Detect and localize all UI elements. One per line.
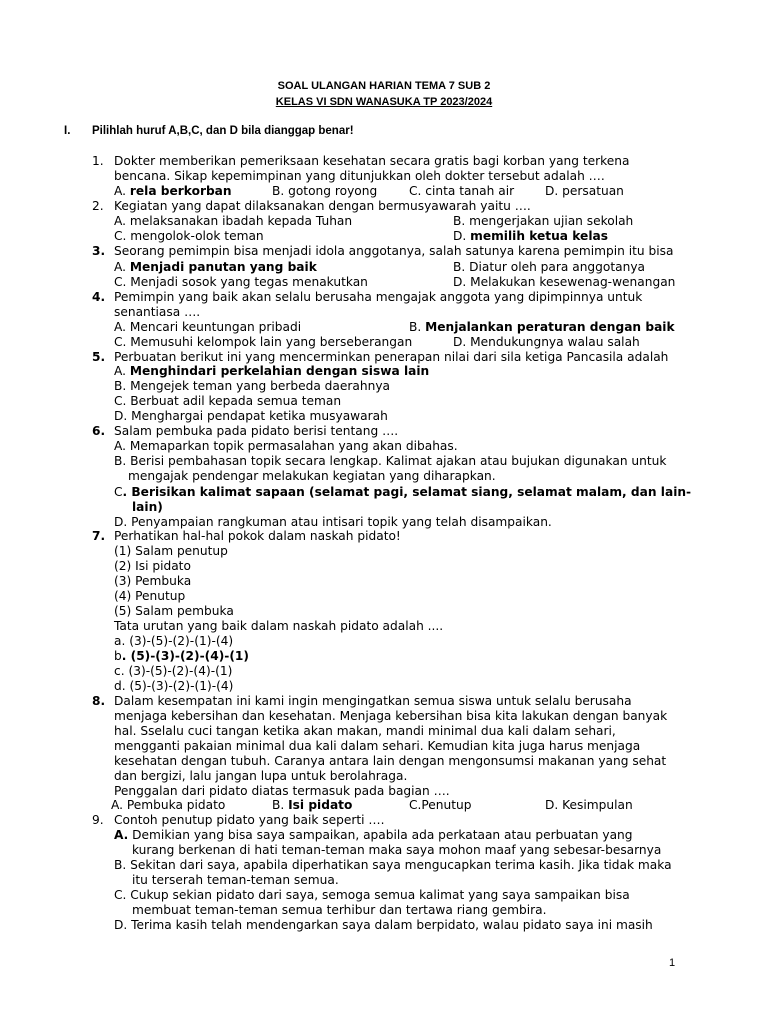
question-text: Dalam kesempatan ini kami ingin mengingatkan semua siswa untuk selalu berusaha (114, 694, 632, 708)
question-text: Contoh penutup pidato yang baik seperti …. (114, 813, 385, 827)
question-text: Perbuatan berikut ini yang mencerminkan penerapan nilai dari sila ketiga Pancasila adalah (114, 350, 669, 364)
question-number: 6. (92, 424, 106, 438)
question-text: dan bergizi, lalu jangan lupa untuk berolahraga. (114, 769, 408, 783)
question-text: hal. Sselalu cuci tangan ketika akan makan, mandi minimal dua kali dalam sehari, (114, 724, 616, 738)
question-number: 1. (92, 154, 104, 168)
question-number: 2. (92, 199, 104, 213)
question-number: 3. (92, 244, 106, 258)
question-number: 5. (92, 350, 106, 364)
option-d: D. Kesimpulan (545, 798, 633, 812)
option-a: a. (3)-(5)-(2)-(1)-(4) (114, 634, 234, 648)
option-c: C. Berbuat adil kepada semua teman (114, 394, 342, 408)
option-c: C. Memusuhi kelompok lain yang berseberangan (114, 335, 413, 349)
option-c-cont: membuat teman-teman semua terhibur dan tertawa riang gembira. (132, 903, 547, 917)
page-number: 1 (669, 957, 676, 969)
option-a: A. Menghindari perkelahian dengan siswa lain (114, 364, 430, 378)
question-text: mengganti pakaian minimal dua kali dalam sehari. Kemudian kita juga harus menjaga (114, 739, 641, 753)
question-text: kesehatan dengan tubuh. Caranya antara lain dengan mengonsumsi makanan yang sehat (114, 754, 667, 768)
option-d: D. memilih ketua kelas (453, 229, 608, 243)
section-numeral: I. (64, 125, 71, 137)
option-a: A. Pembuka pidato (111, 798, 226, 812)
option-d: D. Mendukungnya walau salah (453, 335, 640, 349)
option-a: A. Memaparkan topik permasalahan yang akan dibahas. (114, 439, 458, 453)
option-d: D. Penyampaian rangkuman atau intisari topik yang telah disampaikan. (114, 515, 552, 529)
question-text: bencana. Sikap kepemimpinan yang ditunjukkan oleh dokter tersebut adalah …. (114, 169, 605, 183)
option-b: B. gotong royong (272, 184, 378, 198)
list-item: (1) Salam penutup (114, 544, 228, 558)
question-text: senantiasa …. (114, 305, 201, 319)
list-item: (4) Penutup (114, 589, 186, 603)
option-c: c. (3)-(5)-(2)-(4)-(1) (114, 664, 233, 678)
question-number: 7. (92, 529, 106, 543)
option-c: C. Cukup sekian pidato dari saya, semoga semua kalimat yang saya sampaikan bisa (114, 888, 630, 902)
section-instruction: Pilihlah huruf A,B,C, dan D bila dianggap benar! (92, 125, 354, 137)
option-d: D. Menghargai pendapat ketika musyawarah (114, 409, 388, 423)
list-item: (2) Isi pidato (114, 559, 191, 573)
document-subtitle: KELAS VI SDN WANASUKA TP 2023/2024 (275, 96, 493, 108)
option-a-cont: kurang berkenan di hati teman-teman maka saya mohon maaf yang sebesar-besarnya (132, 843, 662, 857)
question-number: 4. (92, 290, 106, 304)
list-item: (3) Pembuka (114, 574, 192, 588)
option-a: A. Mencari keuntungan pribadi (114, 320, 302, 334)
question-text: Salam pembuka pada pidato berisi tentang …. (114, 424, 399, 438)
option-a: A. Menjadi panutan yang baik (114, 260, 317, 274)
option-c: C. Berisikan kalimat sapaan (selamat pagi, selamat siang, selamat malam, dan lain- (114, 485, 692, 499)
option-d: d. (5)-(3)-(2)-(1)-(4) (114, 679, 234, 693)
question-text: Dokter memberikan pemeriksaan kesehatan secara gratis bagi korban yang terkena (114, 154, 630, 168)
question-text: Kegiatan yang dapat dilaksanakan dengan bermusyawarah yaitu …. (114, 199, 531, 213)
option-b: B. Sekitan dari saya, apabila diperhatikan saya mengucapkan terima kasih. Jika tidak maka (114, 858, 672, 872)
option-c: C. cinta tanah air (409, 184, 515, 198)
option-b-cont: mengajak pendengar melakukan kegiatan yang diharapkan. (128, 469, 496, 483)
option-b-cont: itu terserah teman-teman semua. (132, 873, 339, 887)
question-text: Perhatikan hal-hal pokok dalam naskah pidato! (114, 529, 401, 543)
option-b: B. Mengejek teman yang berbeda daerahnya (114, 379, 390, 393)
list-item: (5) Salam pembuka (114, 604, 234, 618)
option-d: D. persatuan (545, 184, 624, 198)
option-c-cont: lain) (132, 500, 163, 514)
question-text: Tata urutan yang baik dalam naskah pidato adalah .... (114, 619, 444, 633)
option-b: B. Berisi pembahasan topik secara lengkap. Kalimat ajakan atau bujukan digunakan untuk (114, 454, 667, 468)
question-number: 8. (92, 694, 106, 708)
option-b: B. mengerjakan ujian sekolah (453, 214, 634, 228)
option-a: A. rela berkorban (114, 184, 232, 198)
option-d: D. Melakukan kesewenag-wenangan (453, 275, 676, 289)
question-text: menjaga kebersihan dan kesehatan. Menjaga kebersihan bisa kita lakukan dengan banyak (114, 709, 668, 723)
option-a: A. Demikian yang bisa saya sampaikan, apabila ada perkataan atau perbuatan yang (114, 828, 633, 842)
option-d: D. Terima kasih telah mendengarkan saya dalam berpidato, walau pidato saya ini masih (114, 918, 653, 932)
option-c: C.Penutup (409, 798, 472, 812)
question-text: Seorang pemimpin bisa menjadi idola anggotanya, salah satunya karena pemimpin itu bisa (114, 244, 674, 258)
document-title: SOAL ULANGAN HARIAN TEMA 7 SUB 2 (277, 80, 491, 92)
question-text: Pemimpin yang baik akan selalu berusaha mengajak anggota yang dipimpinnya untuk (114, 290, 643, 304)
question-number: 9. (92, 813, 104, 827)
option-c: C. Menjadi sosok yang tegas menakutkan (114, 275, 368, 289)
option-b: b. (5)-(3)-(2)-(4)-(1) (114, 649, 249, 663)
option-b: B. Isi pidato (272, 798, 353, 812)
question-text: Penggalan dari pidato diatas termasuk pada bagian …. (114, 784, 450, 798)
option-b: B. Diatur oleh para anggotanya (453, 260, 646, 274)
option-a: A. melaksanakan ibadah kepada Tuhan (114, 214, 353, 228)
option-b: B. Menjalankan peraturan dengan baik (409, 320, 675, 334)
option-c: C. mengolok-olok teman (114, 229, 264, 243)
